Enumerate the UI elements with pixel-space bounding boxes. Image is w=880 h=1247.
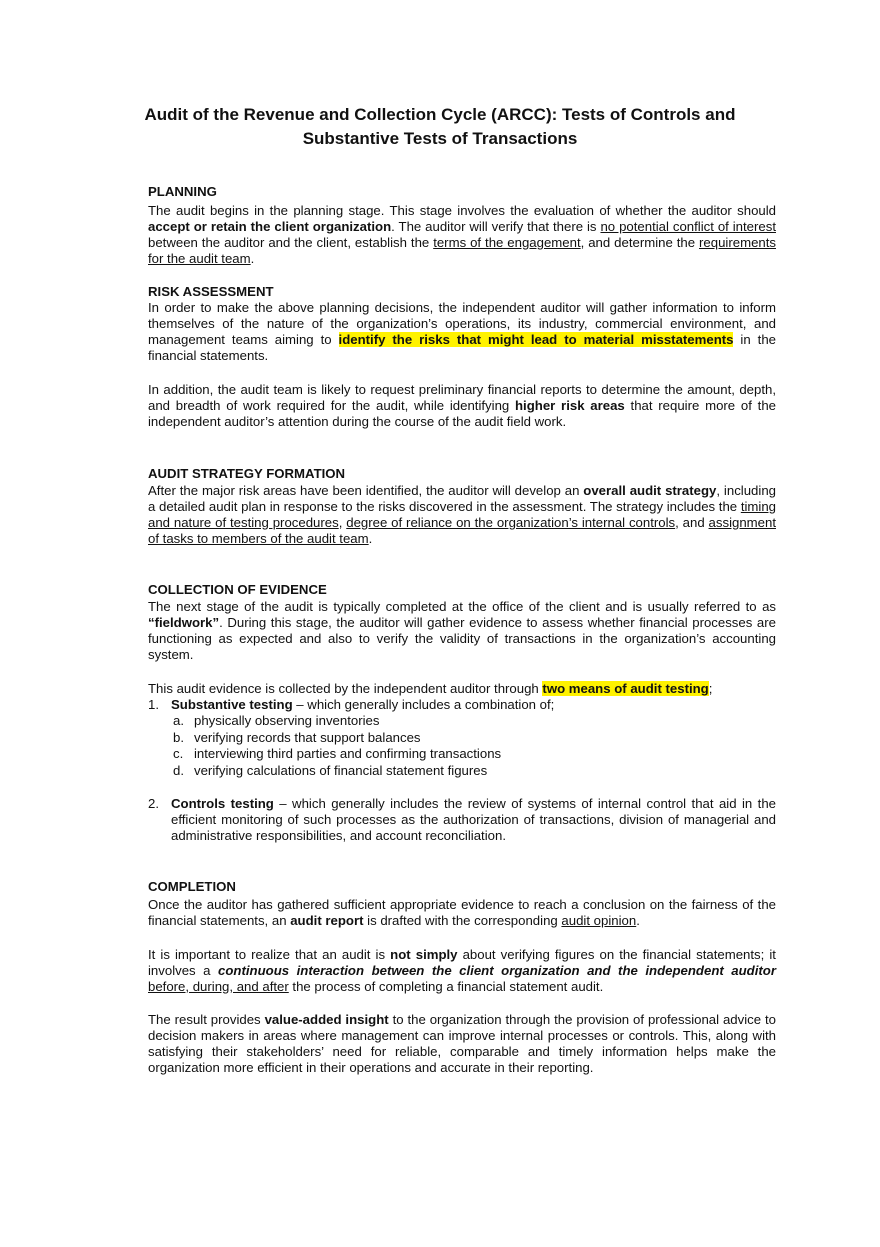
list-marker: 1. [148, 697, 159, 712]
list-item-substantive-testing [148, 697, 776, 713]
text-run: The audit begins in the planning stage. This stage involves the evaluation of whether the auditor should [148, 203, 776, 218]
emphasized-text: audit report [290, 913, 364, 928]
text-run: about verifying figures on the financial statements; it involves a [148, 947, 776, 978]
list-marker: c. [173, 746, 184, 761]
strategy-heading [148, 466, 776, 482]
completion-paragraph-3 [148, 1012, 776, 1076]
evidence-paragraph-2 [148, 681, 776, 697]
text-run: in the financial statements. [148, 332, 776, 363]
emphasized-text: accept or retain the client organization [148, 219, 392, 234]
text-run: to the organization through the provision of professional advice to decision makers in areas where management can improve internal processes or controls. This, along with satisfying their stakeholders’ need for reliable, comparable and timely information helps make the organization more efficient in their operations and accurate in their reporting. [148, 1012, 777, 1075]
text-run: The next stage of the audit is typically completed at the office of the client and is usually referred to as [148, 599, 776, 614]
emphasized-text: not simply [390, 947, 458, 962]
sub-item [173, 746, 776, 762]
planning-paragraph [148, 203, 776, 267]
planning-heading [148, 184, 776, 200]
text-run: ; [708, 681, 713, 696]
text-run: – which generally includes the review of systems of internal control that aid in the efficient monitoring of such processes as the authorization of transactions, division of managerial and administrative responsibilities, and account reconciliation. [171, 796, 777, 843]
text-run: . [636, 913, 640, 928]
list-item-text [171, 697, 554, 712]
underlined-text: timing and nature of testing procedures [148, 499, 776, 530]
risk-paragraph-2 [148, 382, 776, 430]
text-run: RISK ASSESSMENT [148, 284, 274, 299]
emphasized-text: continuous interaction between the client organization and the independent auditor [218, 963, 776, 978]
text-run: COMPLETION [148, 879, 236, 894]
sub-item [173, 713, 776, 729]
strategy-paragraph [148, 483, 776, 547]
list-item-controls-testing [148, 796, 777, 844]
completion-paragraph-1 [148, 897, 776, 929]
text-run: is drafted with the corresponding [363, 913, 562, 928]
highlighted-text: identify the risks that might lead to material misstatements [338, 332, 734, 347]
list-item-text [194, 730, 421, 745]
sub-item [173, 763, 776, 779]
risk-paragraph-1 [148, 300, 776, 364]
text-run: PLANNING [148, 184, 217, 199]
list-item-text [194, 746, 501, 761]
underlined-text: terms of the engagement [433, 235, 581, 250]
text-run: physically observing inventories [194, 713, 380, 728]
text-run: COLLECTION OF EVIDENCE [148, 582, 327, 597]
list-marker: a. [173, 713, 184, 728]
text-run: , and determine the [580, 235, 700, 250]
text-run: It is important to realize that an audit is [148, 947, 391, 962]
emphasized-text: value-added insight [264, 1012, 389, 1027]
underlined-text: assignment of tasks to members of the audit team [148, 515, 776, 546]
text-run: This audit evidence is collected by the independent auditor through [148, 681, 543, 696]
list-item-text [194, 763, 487, 778]
list-marker: b. [173, 730, 184, 745]
text-run: . [368, 531, 373, 546]
text-run: In addition, the audit team is likely to request preliminary financial reports to determine the amount, depth, and breadth of work required for the audit, while identifying [148, 382, 776, 413]
list-marker: 2. [148, 796, 159, 811]
text-run: . The auditor will verify that there is [391, 219, 601, 234]
underlined-text: no potential conflict of interest [600, 219, 776, 234]
text-run: . During this stage, the auditor will gather evidence to assess whether financial processes are functioning as expected and also to verify the validity of transactions in the organization’s accounting system. [148, 615, 776, 662]
text-run: interviewing third parties and confirming transactions [194, 746, 502, 761]
emphasized-text: higher risk areas [515, 398, 625, 413]
text-run: between the auditor and the client, establish the [148, 235, 434, 250]
completion-paragraph-2 [148, 947, 776, 995]
list-item-text [171, 796, 776, 843]
document-title: Audit of the Revenue and Collection Cycle (ARCC): Tests of Controls and Substantive Tests of Transactions [144, 105, 736, 148]
text-run: , and [675, 515, 709, 530]
emphasized-text: Controls testing [171, 796, 274, 811]
text-run: the process of completing a financial statement audit. [288, 979, 604, 994]
text-run: , including a detailed audit plan in response to the risks discovered in the assessment. The strategy includes the [148, 483, 776, 514]
text-run: Once the auditor has gathered sufficient appropriate evidence to reach a conclusion on the fairness of the financial statements, an [148, 897, 776, 928]
text-run: In order to make the above planning decisions, the independent auditor will gather information to inform themselves of the nature of the organization’s operations, its industry, commercial environment, and management teams aiming to [148, 300, 776, 347]
text-run: that require more of the independent auditor’s attention during the course of the audit field work. [148, 398, 776, 429]
text-run: . [250, 251, 255, 266]
text-run: – which generally includes a combination of; [292, 697, 555, 712]
highlighted-text: two means of audit testing [542, 681, 709, 696]
list-item-text [194, 713, 379, 728]
underlined-text: audit opinion [561, 913, 637, 928]
sub-item [173, 730, 776, 746]
underlined-text: requirements for the audit team [148, 235, 776, 266]
list-marker: d. [173, 763, 184, 778]
emphasized-text: Substantive testing [171, 697, 293, 712]
underlined-text: degree of reliance on the organization’s internal controls [346, 515, 676, 530]
completion-heading [148, 879, 776, 895]
text-run: The result provides [148, 1012, 265, 1027]
text-run: After the major risk areas have been identified, the auditor will develop an [148, 483, 584, 498]
evidence-heading [148, 582, 776, 598]
text-run: AUDIT STRATEGY FORMATION [148, 466, 346, 481]
text-run: verifying calculations of financial statement figures [194, 763, 488, 778]
text-run: , [338, 515, 347, 530]
evidence-paragraph-1 [148, 599, 776, 663]
emphasized-text: overall audit strategy [583, 483, 717, 498]
text-run: verifying records that support balances [194, 730, 421, 745]
emphasized-text: “fieldwork” [148, 615, 220, 630]
risk-assessment-heading [148, 284, 776, 300]
underlined-text: before, during, and after [148, 979, 289, 994]
